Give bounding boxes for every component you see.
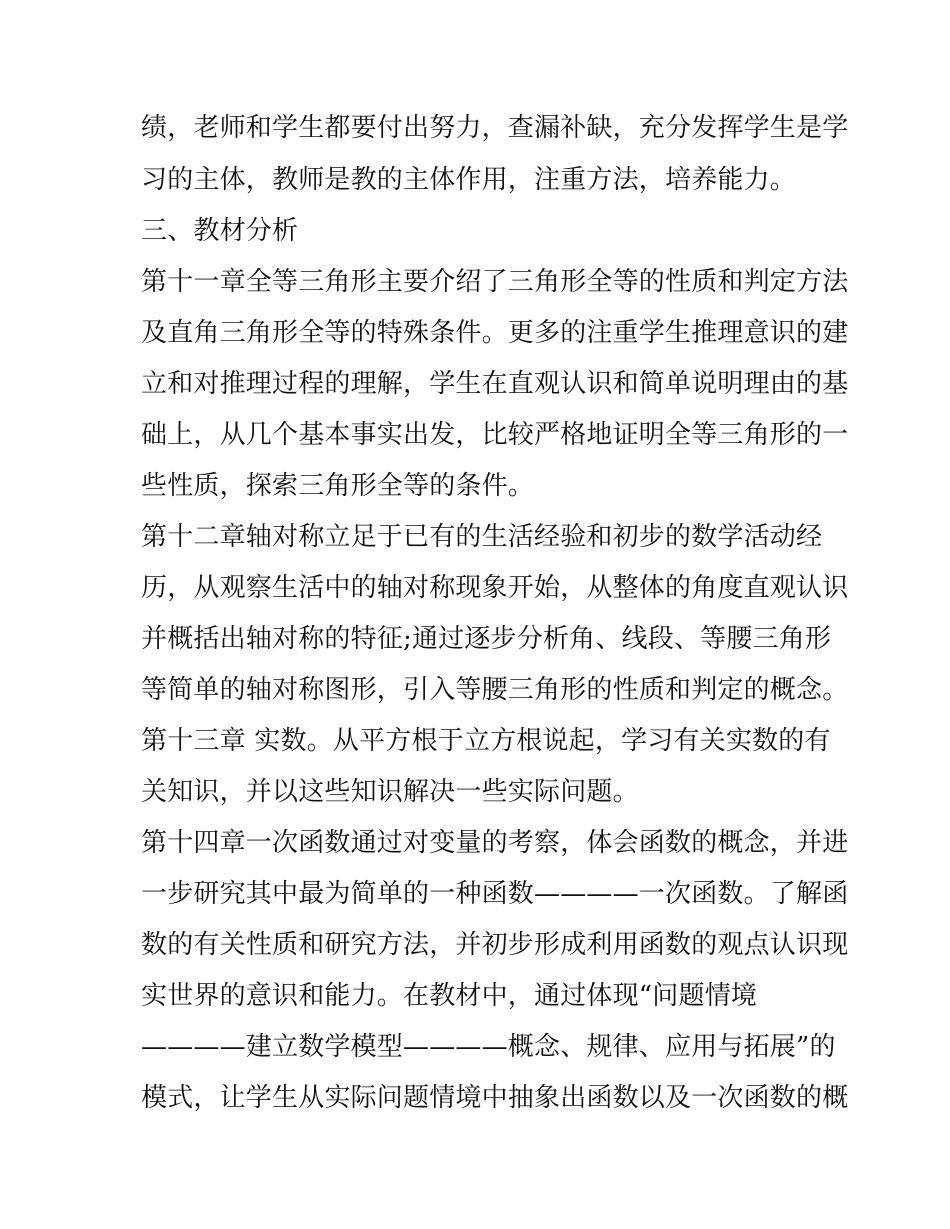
- text-line: 第十一章全等三角形主要介绍了三角形全等的性质和判定方法: [141, 267, 849, 297]
- text-line: 实世界的意识和能力。在教材中，通过体现“问题情境: [141, 981, 758, 1011]
- text-line: 一步研究其中最为简单的一种函数————一次函数。了解函: [141, 879, 849, 909]
- text-line: 习的主体，教师是教的主体作用，注重方法，培养能力。: [141, 165, 797, 195]
- text-line: 些性质，探索三角形全等的条件。: [141, 471, 535, 501]
- text-line: 第十四章一次函数通过对变量的考察，体会函数的概念，并进: [141, 828, 849, 858]
- text-line: 及直角三角形全等的特殊条件。更多的注重学生推理意识的建: [141, 318, 849, 348]
- text-line: 第十二章轴对称立足于已有的生活经验和初步的数学活动经: [141, 522, 823, 552]
- text-line: 础上，从几个基本事实出发，比较严格地证明全等三角形的一: [141, 420, 849, 450]
- text-line: 并概括出轴对称的特征;通过逐步分析角、线段、等腰三角形: [141, 624, 832, 654]
- section-heading: 三、教材分析: [141, 216, 299, 246]
- text-line: 模式，让学生从实际问题情境中抽象出函数以及一次函数的概: [141, 1083, 849, 1113]
- text-line: 数的有关性质和研究方法，并初步形成利用函数的观点认识现: [141, 930, 849, 960]
- text-line: 关知识，并以这些知识解决一些实际问题。: [141, 777, 639, 807]
- text-line: 历，从观察生活中的轴对称现象开始，从整体的角度直观认识: [141, 573, 849, 603]
- text-line: 立和对推理过程的理解，学生在直观认识和简单说明理由的基: [141, 369, 849, 399]
- text-line: 等简单的轴对称图形，引入等腰三角形的性质和判定的概念。: [141, 675, 849, 705]
- text-line: 绩，老师和学生都要付出努力，查漏补缺，充分发挥学生是学: [141, 113, 849, 143]
- text-line: ————建立数学模型————概念、规律、应用与拓展”的: [141, 1032, 836, 1062]
- text-line: 第十三章 实数。从平方根于立方根说起，学习有关实数的有: [141, 726, 831, 756]
